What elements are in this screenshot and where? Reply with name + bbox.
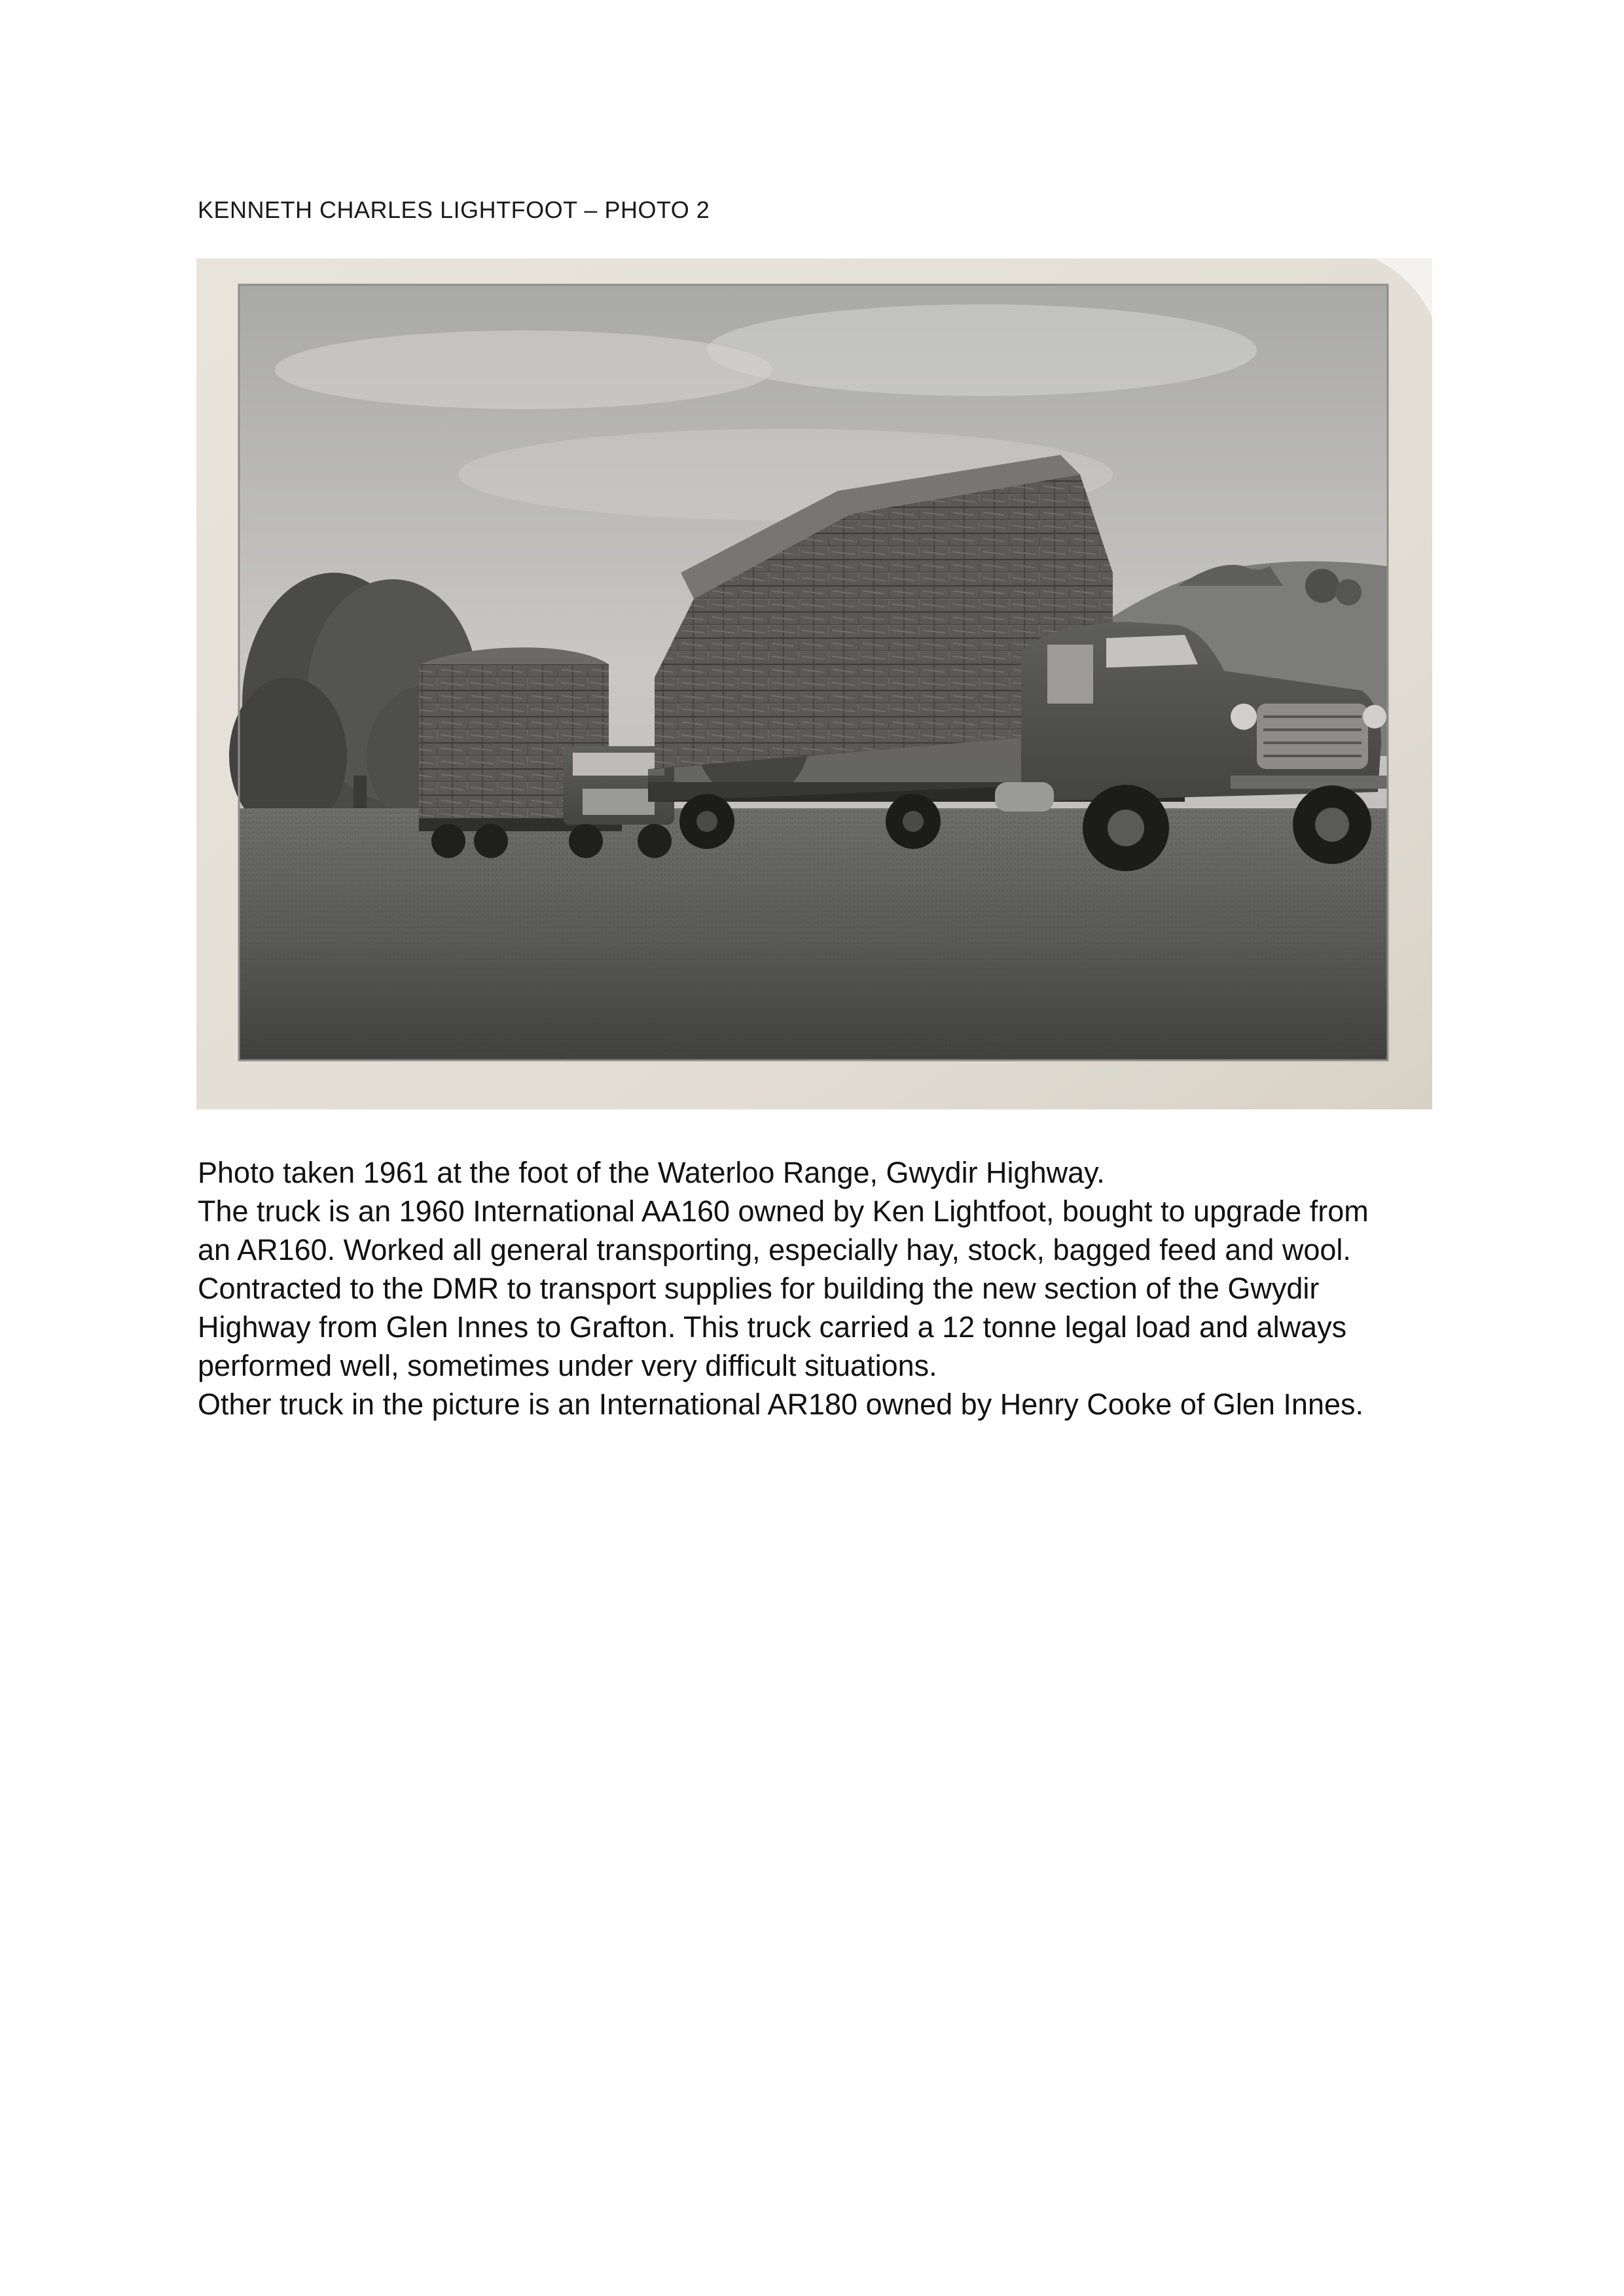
photo-caption bbox=[198, 1153, 1428, 1424]
vintage-photo bbox=[196, 259, 1432, 1109]
photo-illustration bbox=[196, 259, 1432, 1109]
caption-line-2: The truck is an 1960 International AA160 owned by Ken Lightfoot, bought to upgrade from bbox=[198, 1194, 1369, 1228]
caption-line-1: Photo taken 1961 at the foot of the Waterloo Range, Gwydir Highway. bbox=[198, 1156, 1105, 1189]
caption-line-3: an AR160. Worked all general transporting, especially hay, stock, bagged feed and wool. bbox=[198, 1233, 1351, 1266]
caption-line-5: Highway from Glen Innes to Grafton. This truck carried a 12 tonne legal load and always bbox=[198, 1310, 1347, 1344]
caption-line-6: performed well, sometimes under very difficult situations. bbox=[198, 1349, 937, 1382]
caption-line-7: Other truck in the picture is an International AR180 owned by Henry Cooke of Glen Innes. bbox=[198, 1388, 1363, 1421]
caption-line-4: Contracted to the DMR to transport supplies for building the new section of the Gwydir bbox=[198, 1272, 1320, 1305]
page-title: KENNETH CHARLES LIGHTFOOT – PHOTO 2 bbox=[198, 196, 710, 223]
